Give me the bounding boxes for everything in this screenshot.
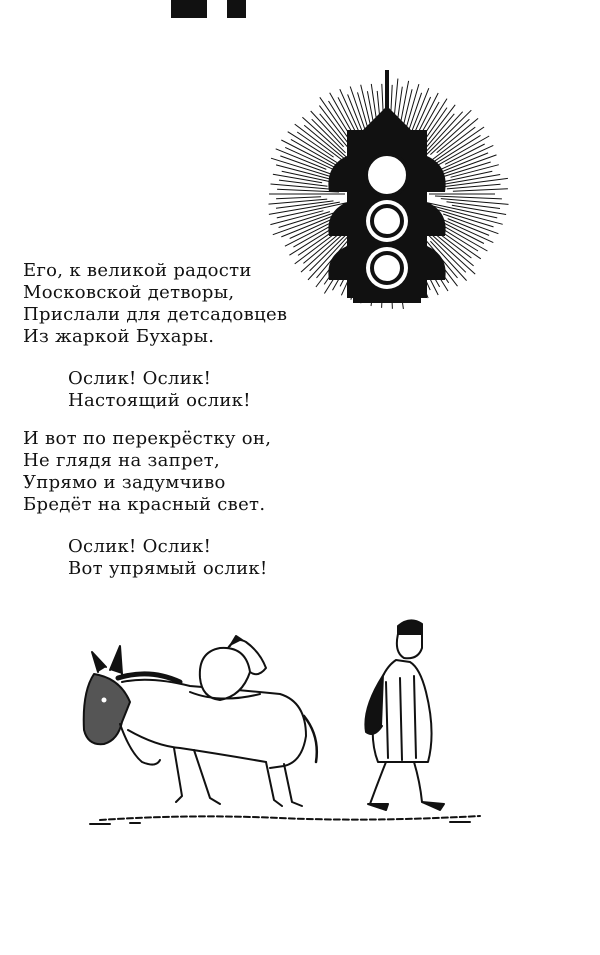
poem-stanza-1 (23, 260, 287, 348)
poem-line: Прислали для детсадовцев (23, 304, 288, 325)
boy-figure (365, 620, 444, 810)
poem-line: Не глядя на запрет, (23, 450, 221, 471)
traffic-light-icon (247, 64, 533, 314)
poem-line: И вот по перекрёстку он, (23, 428, 272, 449)
poem-refrain-1 (68, 368, 251, 412)
poem-line: Упрямо и задумчиво (23, 472, 226, 493)
poem-refrain-2 (68, 536, 268, 580)
page-edge-mark (171, 0, 207, 18)
poem-line: Ослик! Ослик! (68, 536, 212, 557)
donkey-and-boy-illustration (70, 612, 500, 834)
poem-line: Из жаркой Бухары. (23, 326, 215, 347)
poem-line: Его, к великой радости (23, 260, 252, 281)
poem-line: Бредёт на красный свет. (23, 494, 266, 515)
donkey-figure (84, 636, 317, 806)
poem-line: Ослик! Ослик! (68, 368, 212, 389)
poem-line: Настоящий ослик! (68, 390, 251, 411)
poem-line: Московской детворы, (23, 282, 235, 303)
page-edge-mark (227, 0, 246, 18)
poem-line: Вот упрямый ослик! (68, 558, 268, 579)
ground-line (90, 816, 480, 824)
poem-stanza-2 (23, 428, 271, 516)
